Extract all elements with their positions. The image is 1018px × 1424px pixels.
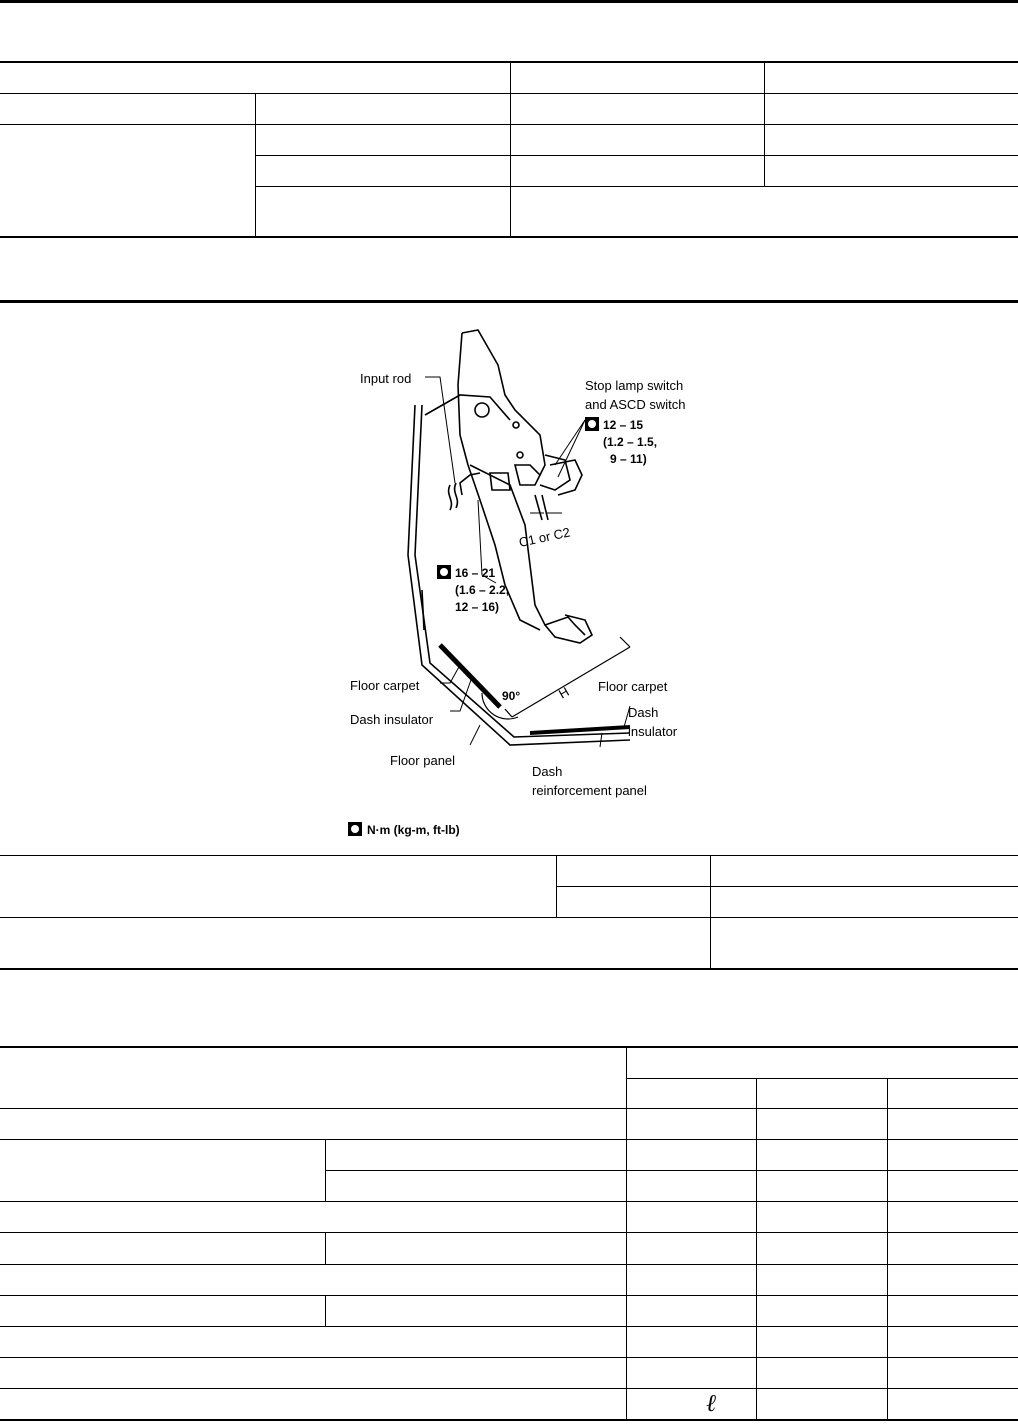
top-rule [0,0,1018,3]
table-rule [0,93,1018,94]
label-floor-carpet-right: Floor carpet [598,679,668,694]
table-rule [0,917,1018,918]
dimension-h [505,637,630,717]
label-dash-reinf-1: Dash [532,764,563,779]
label-stop-lamp-1: Stop lamp switch [585,378,684,393]
table-divider [626,1046,627,1419]
table-rule [255,186,1018,187]
label-unit-legend: N·m (kg-m, ft-lb) [367,823,460,837]
table-rule [0,1108,1018,1109]
table-rule [0,1232,1018,1233]
label-clearance: C1 or C2 [517,524,572,550]
label-torque-a-3: 9 – 11) [610,452,647,466]
label-torque-b-2: (1.6 – 2.2, [455,583,510,597]
liter-symbol: ℓ [706,1391,716,1417]
label-stop-lamp-2: and ASCD switch [585,397,686,412]
table-rule [0,1295,1018,1296]
table-divider [556,855,557,917]
table-divider [710,855,711,968]
table-rule [626,1078,1018,1079]
table-rule [0,61,1018,63]
table-divider [764,61,765,186]
label-input-rod: Input rod [360,371,412,386]
table-rule [0,236,1018,238]
table-rule [0,1357,1018,1358]
table-rule [0,1419,1018,1421]
brake-pedal-diagram [330,325,730,845]
label-torque-b-1: 16 – 21 [455,566,496,580]
label-torque-a-1: 12 – 15 [603,418,644,432]
wrench-icon [585,417,599,431]
label-torque-b-3: 12 – 16) [455,600,500,614]
table-rule [556,886,1018,887]
table-divider [756,1078,757,1419]
table-rule [0,855,1018,856]
table-rule [0,1139,1018,1140]
table-rule [0,1264,1018,1265]
label-dash-reinf-2: reinforcement panel [532,783,647,798]
table-rule [0,968,1018,970]
table-rule [0,1046,1018,1048]
label-dash-right-1: Dash [628,705,659,720]
table-rule [0,1201,1018,1202]
label-angle: 90° [502,689,521,703]
label-dash-right-2: insulator [628,724,678,739]
table-divider [325,1232,326,1264]
table-rule [255,155,1018,156]
table-divider [887,1078,888,1419]
table-rule [0,1326,1018,1327]
table-divider [325,1295,326,1326]
wrench-icon [348,822,362,836]
table-rule [325,1170,1018,1171]
wrench-icon [437,565,451,579]
label-floor-carpet-left: Floor carpet [350,678,420,693]
section-rule [0,300,1018,303]
label-height: H [556,683,572,702]
table-divider [255,93,256,236]
table-rule [0,1388,1018,1389]
table-divider [325,1139,326,1201]
label-dash-insulator-left: Dash insulator [350,712,434,727]
table-rule [0,124,1018,125]
label-floor-panel: Floor panel [390,753,456,768]
label-torque-a-2: (1.2 – 1.5, [603,435,658,449]
table-divider [510,61,511,236]
